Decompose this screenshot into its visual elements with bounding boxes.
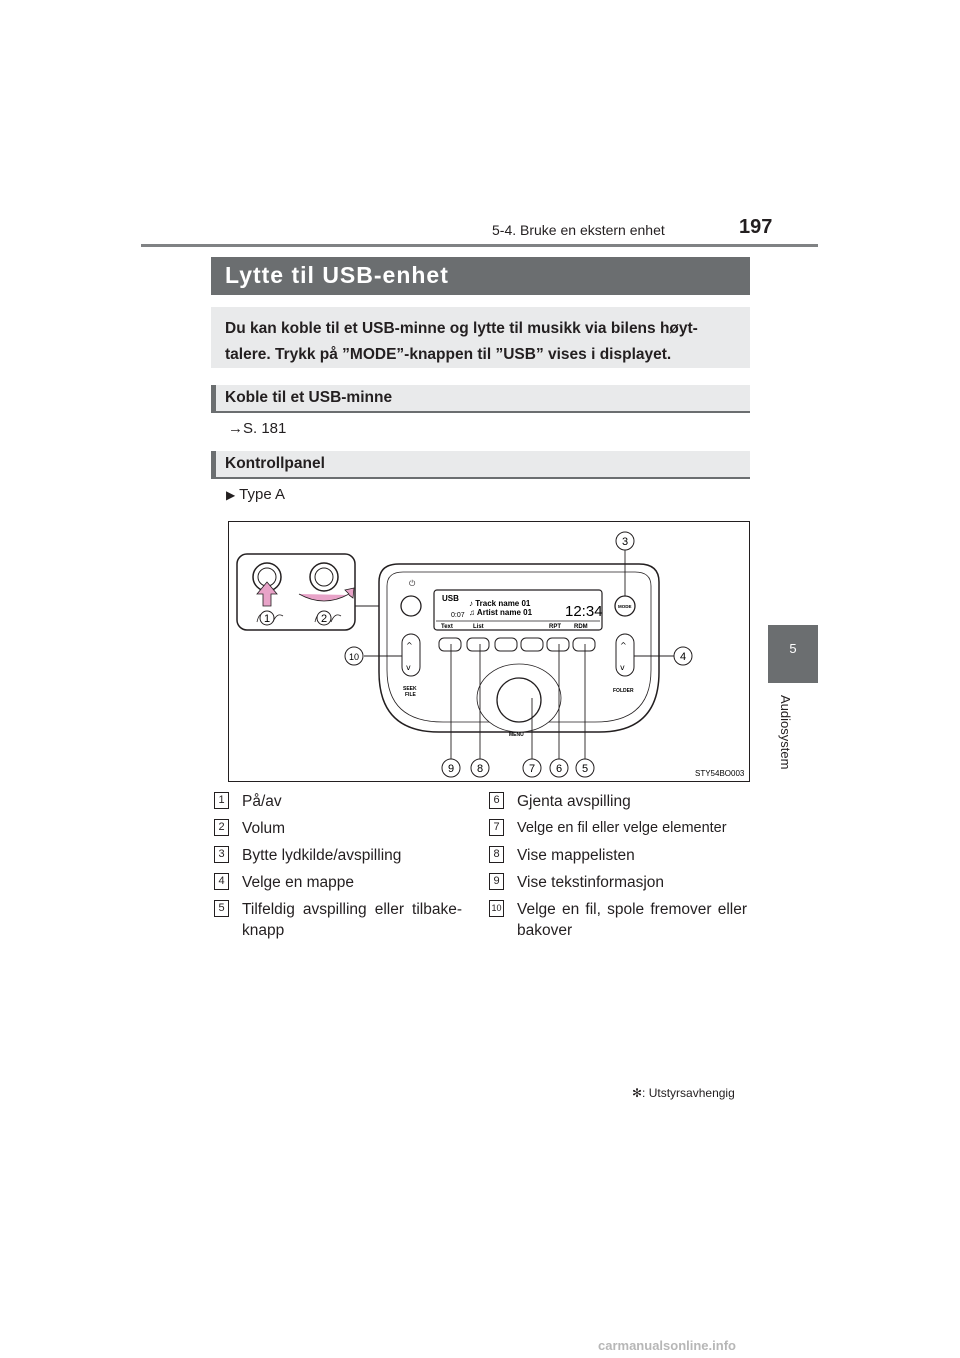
subheading-connect-text: Koble til et USB-minne bbox=[225, 389, 393, 406]
chapter-label-text: Audiosystem bbox=[778, 695, 793, 770]
preset-button-6 bbox=[573, 638, 595, 651]
svg-text:v: v bbox=[620, 663, 625, 672]
seek-label: SEEK bbox=[403, 686, 417, 692]
display-tab-rpt: RPT bbox=[549, 624, 561, 630]
legend-num: 6 bbox=[489, 792, 504, 809]
callout-3: 3 bbox=[621, 536, 629, 548]
display-tab-rdm: RDM bbox=[574, 624, 588, 630]
legend-text: Volum bbox=[242, 820, 286, 837]
display-track: ♪ Track name 01 bbox=[469, 599, 531, 608]
callout-5: 5 bbox=[581, 763, 589, 775]
folder-label: FOLDER bbox=[613, 688, 634, 694]
callout-2: 2 bbox=[320, 613, 328, 625]
preset-button-5 bbox=[547, 638, 569, 651]
legend-text: Bytte lydkilde/avspilling bbox=[242, 847, 402, 864]
intro-box bbox=[211, 307, 750, 368]
svg-text:^: ^ bbox=[620, 641, 627, 650]
triangle-bullet-icon: ▶ bbox=[226, 488, 236, 502]
callout-9: 9 bbox=[447, 763, 455, 775]
page-reference: →S. 181 bbox=[228, 420, 287, 437]
control-panel-figure bbox=[228, 521, 750, 782]
chapter-label bbox=[770, 695, 820, 785]
callout-8: 8 bbox=[476, 763, 484, 775]
mode-label: MODE bbox=[618, 604, 632, 609]
chapter-tab: 5 bbox=[768, 625, 818, 683]
legend-text: Tilfeldig avspilling eller tilbake-knapp bbox=[242, 901, 462, 939]
power-knob bbox=[401, 596, 421, 616]
legend-column-right bbox=[489, 791, 751, 951]
legend-num: 4 bbox=[214, 873, 229, 890]
display-clock: 12:34 bbox=[565, 603, 603, 620]
legend-text: Vise tekstinformasjon bbox=[517, 874, 665, 891]
legend-text: Velge en fil eller velge elementer bbox=[517, 820, 727, 836]
type-label bbox=[226, 486, 285, 503]
legend-num: 5 bbox=[214, 900, 229, 917]
svg-text:^: ^ bbox=[406, 641, 413, 650]
display-artist: ♫ Artist name 01 bbox=[469, 608, 533, 617]
menu-label: MENU bbox=[509, 732, 524, 738]
header-rule bbox=[141, 244, 818, 247]
figure-code: STY54BO003 bbox=[695, 769, 745, 778]
subheading-connect bbox=[211, 385, 750, 413]
page-title-bar bbox=[211, 257, 750, 295]
legend-text: På/av bbox=[242, 793, 282, 810]
callout-10: 10 bbox=[348, 652, 360, 662]
intro-text: Du kan koble til et USB-minne og lytte til musikk via bilens høyt-talere. Trykk på ”MODE”-knappen til ”USB” vises i displayet. bbox=[225, 320, 698, 363]
callout-7: 7 bbox=[528, 763, 536, 775]
callout-1: 1 bbox=[263, 613, 271, 625]
footnote: ✻: Utstyrsavhengig bbox=[632, 1086, 735, 1100]
file-label: FILE bbox=[405, 692, 416, 698]
legend-num: 8 bbox=[489, 846, 504, 863]
page-number: 197 bbox=[739, 216, 773, 238]
menu-dial bbox=[497, 678, 541, 722]
callout-6: 6 bbox=[555, 763, 563, 775]
legend-num: 9 bbox=[489, 873, 504, 890]
legend-num: 10 bbox=[489, 900, 504, 917]
svg-text:⏻: ⏻ bbox=[409, 579, 416, 588]
display-elapsed: 0:07 bbox=[451, 612, 465, 619]
legend-column-left bbox=[214, 791, 474, 951]
control-panel-illustration bbox=[229, 522, 751, 783]
subheading-panel bbox=[211, 451, 750, 479]
legend-text: Vise mappelisten bbox=[517, 847, 635, 864]
preset-button-3 bbox=[495, 638, 517, 651]
head-unit bbox=[379, 564, 659, 738]
svg-text:v: v bbox=[406, 663, 411, 672]
page-title: Lytte til USB-enhet bbox=[225, 262, 449, 288]
type-label-text: Type A bbox=[239, 486, 286, 503]
legend-text: Velge en fil, spole fremover eller bakover bbox=[517, 901, 747, 939]
preset-button-2 bbox=[467, 638, 489, 651]
display-tab-text: Text bbox=[441, 624, 453, 630]
watermark: carmanualsonline.info bbox=[598, 1338, 736, 1353]
preset-button-1 bbox=[439, 638, 461, 651]
running-header-section: 5-4. Bruke en ekstern enhet bbox=[492, 222, 665, 238]
callout-4: 4 bbox=[679, 651, 687, 663]
legend-num: 7 bbox=[489, 819, 504, 836]
preset-button-4 bbox=[521, 638, 543, 651]
subheading-panel-text: Kontrollpanel bbox=[225, 455, 325, 472]
legend-text: Velge en mappe bbox=[242, 874, 355, 891]
legend-num: 1 bbox=[214, 792, 229, 809]
legend-num: 2 bbox=[214, 819, 229, 836]
legend-num: 3 bbox=[214, 846, 229, 863]
legend-text: Gjenta avspilling bbox=[517, 793, 631, 810]
display-source: USB bbox=[442, 594, 459, 603]
display-tab-list: List bbox=[473, 624, 484, 630]
